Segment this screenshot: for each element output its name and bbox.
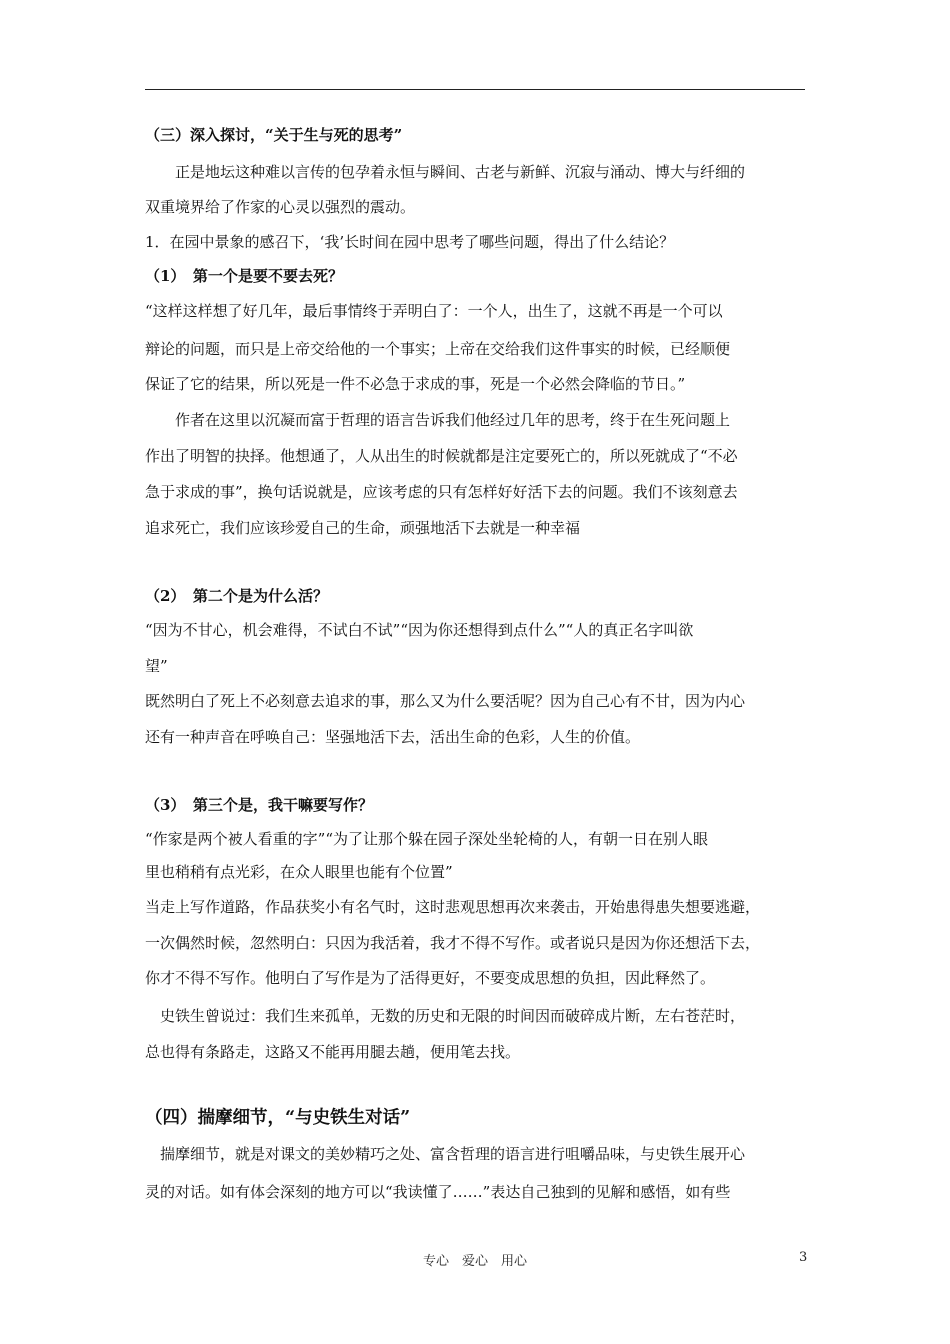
section-heading-3: （三）深入探讨，“关于生与死的思考” <box>145 126 403 144</box>
text-line: 史铁生曾说过：我们生来孤单，无数的历史和无限的时间因而破碎成片断，左右苍茫时， <box>145 1007 746 1025</box>
subheading-2: （2） 第二个是为什么活？ <box>145 587 328 605</box>
text-line: 还有一种声音在呼唤自己：坚强地活下去，活出生命的色彩，人生的价值。 <box>145 728 641 746</box>
quote-line: “这样这样想了好几年，最后事情终于弄明白了：一个人，出生了，这就不再是一个可以 <box>145 302 723 320</box>
question-line: 1．在园中景象的感召下，‘我’长时间在园中思考了哪些问题，得出了什么结论？ <box>145 233 675 251</box>
text-line: 既然明白了死上不必刻意去追求的事，那么又为什么要活呢？因为自己心有不甘，因为内心 <box>145 692 746 710</box>
text-line: 总也得有条路走，这路又不能再用腿去趟，便用笔去找。 <box>145 1043 521 1061</box>
text-line: 追求死亡，我们应该珍爱自己的生命，顽强地活下去就是一种幸福 <box>145 519 581 537</box>
quote-line: “因为不甘心，机会难得，不试白不试”“因为你还想得到点什么”“人的真正名字叫欲 <box>145 621 694 639</box>
quote-line: 保证了它的结果，所以死是一件不必急于求成的事，死是一个必然会降临的节日。” <box>145 375 686 393</box>
text-line: 作者在这里以沉凝而富于哲理的语言告诉我们他经过几年的思考，终于在生死问题上 <box>145 411 731 429</box>
quote-line: 望” <box>145 657 168 675</box>
text-line: 你才不得不写作。他明白了写作是为了活得更好，不要变成思想的负担，因此释然了。 <box>145 969 716 987</box>
quote-line: 里也稍稍有点光彩，在众人眼里也能有个位置” <box>145 863 453 881</box>
text-line: 一次偶然时候，忽然明白：只因为我活着，我才不得不写作。或者说只是因为你还想活下去， <box>145 934 761 952</box>
section-heading-4: （四）揣摩细节，“与史铁生对话” <box>145 1108 411 1128</box>
page-footer: 专心 爱心 用心 <box>422 1254 527 1269</box>
quote-line: 辩论的问题，而只是上帝交给他的一个事实；上帝在交给我们这件事实的时候，已经顺便 <box>145 340 731 358</box>
subheading-1: （1） 第一个是要不要去死？ <box>145 267 343 285</box>
text-line: 灵的对话。如有体会深刻的地方可以“我读懂了……”表达自己独到的见解和感悟，如有些 <box>145 1183 731 1201</box>
page-number: 3 <box>799 1250 808 1265</box>
text-line: 急于求成的事”，换句话说就是，应该考虑的只有怎样好好活下去的问题。我们不该刻意去 <box>145 483 738 501</box>
text-line: 双重境界给了作家的心灵以强烈的震动。 <box>145 198 416 216</box>
subheading-3: （3） 第三个是，我干嘛要写作？ <box>145 796 373 814</box>
quote-line: “作家是两个被人看重的字”“为了让那个躲在园子深处坐轮椅的人，有朝一日在别人眼 <box>145 830 709 848</box>
text-line: 正是地坛这种难以言传的包孕着永恒与瞬间、古老与新鲜、沉寂与涌动、博大与纤细的 <box>145 163 746 181</box>
text-line: 揣摩细节，就是对课文的美妙精巧之处、富含哲理的语言进行咀嚼品味，与史铁生展开心 <box>145 1145 746 1163</box>
text-line: 当走上写作道路，作品获奖小有名气时，这时悲观思想再次来袭击，开始患得患失想要逃避， <box>145 898 761 916</box>
text-line: 作出了明智的抉择。他想通了，人从出生的时候就都是注定要死亡的，所以死就成了“不必 <box>145 447 738 465</box>
header-rule <box>145 89 805 90</box>
